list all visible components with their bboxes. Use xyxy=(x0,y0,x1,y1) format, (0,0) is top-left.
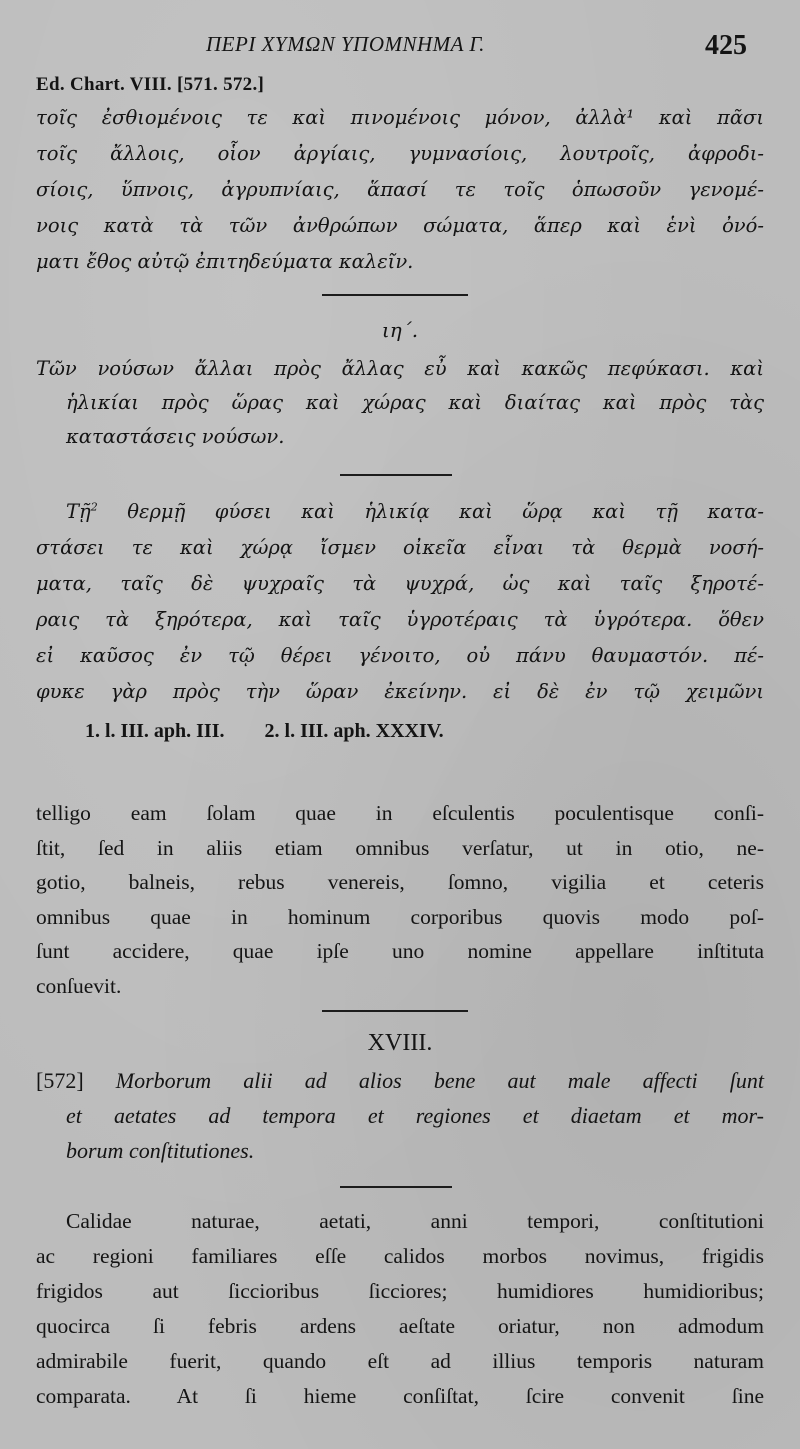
text-line: ραις τὰ ξηρότερα, καὶ ταῖς ὑγροτέραις τὰ ὑγρότερα. ὅθεν xyxy=(36,608,764,631)
text-line: Calidae naturae, aetati, anni tempori, conſtitutioni xyxy=(66,1209,764,1233)
text-line: gotio, balneis, rebus venereis, ſomno, vigilia et ceteris xyxy=(36,870,764,894)
text-line: quocirca ſi febris ardens aeſtate oriatur, non admodum xyxy=(36,1314,764,1338)
latin-section-numeral: XVIII. xyxy=(367,1030,433,1056)
footnote-marker: 2 xyxy=(90,500,98,514)
text-line: borum conſtitutiones. xyxy=(66,1138,255,1163)
text-line: ματι ἔθος αὐτῷ ἐπιτηδεύματα καλεῖν. xyxy=(36,250,414,273)
text-line: ἡλικίαι πρὸς ὥρας καὶ χώρας καὶ διαίτας καὶ πρὸς τὰς xyxy=(66,391,764,414)
text-line: σίοις, ὕπνοις, ἀγρυπνίαις, ἅπασί τε τοῖς ὁπωσοῦν γενομέ- xyxy=(36,178,764,201)
text-line: τοῖς ἄλλοις, οἷον ἀργίαις, γυμνασίοις, λουτροῖς, ἀφροδι- xyxy=(36,142,764,165)
text-line: ſunt accidere, quae ipſe uno nomine appellare inſtituta xyxy=(36,939,764,963)
text-line: νοις κατὰ τὰ τῶν ἀνθρώπων σώματα, ἅπερ καὶ ἑνὶ ὀνό- xyxy=(36,214,764,237)
running-title: ΠΕΡΙ ΧΥΜΩΝ ΥΠΟΜΝΗΜΑ Γ. xyxy=(206,32,485,56)
commentary-first-word: Τῇ xyxy=(66,500,91,523)
text-line: ſtit, ſed in aliis etiam omnibus verſatur, ut in otio, ne- xyxy=(36,835,764,860)
section-divider xyxy=(340,474,452,476)
page-number: 425 xyxy=(705,30,747,61)
text-line: et aetates ad tempora et regiones et diaetam et mor- xyxy=(66,1103,764,1128)
text-line: ματα, ταῖς δὲ ψυχραῖς τὰ ψυχρά, ὡς καὶ ταῖς ξηροτέ- xyxy=(36,572,764,595)
page-header xyxy=(0,30,800,70)
bracket-page-ref: [572] xyxy=(36,1068,84,1093)
text-line: frigidos aut ſiccioribus ſicciores; humidiores humidioribus; xyxy=(36,1279,764,1303)
section-divider xyxy=(322,294,468,296)
section-divider xyxy=(340,1186,452,1188)
text-line: καταστάσεις νούσων. xyxy=(66,425,285,448)
greek-section-numeral: ιη΄. xyxy=(381,318,419,342)
text-line: φυκε γὰρ πρὸς τὴν ὥραν ἐκείνην. εἰ δὲ ἐν τῷ χειμῶνι xyxy=(36,680,764,703)
edition-reference: Ed. Chart. VIII. [571. 572.] xyxy=(36,74,265,95)
section-divider xyxy=(322,1010,468,1012)
text-line: conſuevit. xyxy=(36,973,122,998)
greek-intro-paragraph xyxy=(36,100,764,280)
greek-aphorism xyxy=(36,352,764,454)
text-line: omnibus quae in hominum corporibus quovis modo poſ- xyxy=(36,904,764,929)
text-line: ac regioni familiares eſſe calidos morbos novimus, frigidis xyxy=(36,1244,764,1268)
text-line: Τῶν νούσων ἄλλαι πρὸς ἄλλας εὖ καὶ κακῶς πεφύκασι. καὶ xyxy=(36,357,764,380)
text-line: comparata. At ſi hieme conſiſtat, ſcire convenit ſine xyxy=(36,1384,764,1408)
text-line xyxy=(36,494,764,530)
greek-commentary xyxy=(36,494,764,710)
aphorism-first-line: Morborum alii ad alios bene aut male affecti ſunt xyxy=(115,1068,764,1093)
text-line: στάσει τε καὶ χώρᾳ ἴσμεν οἰκεῖα εἶναι τὰ θερμὰ νοσή- xyxy=(36,536,764,559)
footnote-1: 1. l. III. aph. III. xyxy=(85,720,225,742)
footnote-2: 2. l. III. aph. XXXIV. xyxy=(264,720,444,742)
latin-intro-paragraph xyxy=(36,796,764,1003)
text-line xyxy=(36,1063,764,1098)
text-line: εἰ καῦσος ἐν τῷ θέρει γένοιτο, οὐ πάνυ θαυμαστόν. πέ- xyxy=(36,644,764,667)
commentary-first-rest: θερμῇ φύσει καὶ ἡλικίᾳ καὶ ὥρᾳ καὶ τῇ κατα- xyxy=(127,500,764,523)
latin-aphorism xyxy=(36,1063,764,1168)
latin-commentary xyxy=(36,1204,764,1414)
text-line: τοῖς ἐσθιομένοις τε καὶ πινομένοις μόνον, ἀλλὰ¹ καὶ πᾶσι xyxy=(36,106,764,129)
text-line: telligo eam ſolam quae in eſculentis poculentisque conſi- xyxy=(36,801,764,825)
text-line: admirabile fuerit, quando eſt ad illius temporis naturam xyxy=(36,1349,764,1373)
footnotes xyxy=(85,720,444,743)
